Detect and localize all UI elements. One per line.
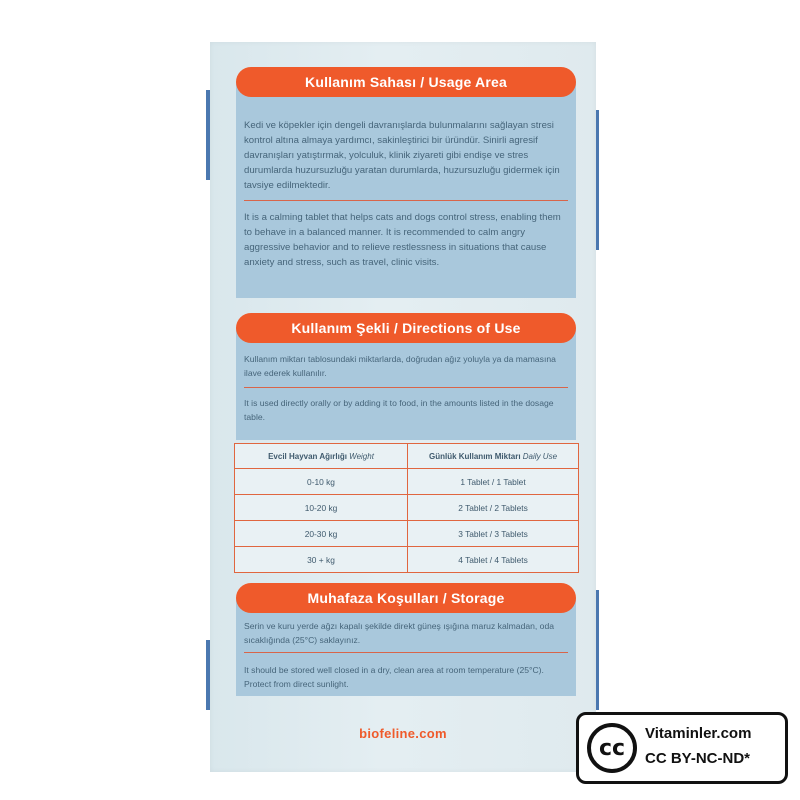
website-url: biofeline.com: [359, 726, 447, 741]
dosage-table: [234, 443, 579, 573]
box-edge-right-top: [596, 110, 599, 250]
weight-cell: 30 + kg: [235, 547, 408, 573]
dose-cell: 2 Tablet / 2 Tablets: [408, 495, 579, 521]
storage-text-tr: Serin ve kuru yerde ağzı kapalı şekilde direkt güneş ışığına maruz kalmadan, oda sıcaklığında (25°C) saklayınız.: [244, 621, 555, 645]
daily-use-column-header: Günlük Kullanım Miktarı Daily Use: [408, 444, 579, 469]
usage-divider: [244, 200, 568, 201]
license-watermark: [576, 712, 788, 784]
watermark-license: CC BY-NC-ND*: [645, 750, 750, 767]
weight-cell: 10-20 kg: [235, 495, 408, 521]
dose-cell: 1 Tablet / 1 Tablet: [408, 469, 579, 495]
table-row: [235, 495, 579, 521]
table-row: [235, 521, 579, 547]
table-row: [235, 469, 579, 495]
box-edge-left-top: [206, 90, 210, 180]
dosage-table-header-row: [235, 444, 579, 469]
directions-text-tr: Kullanım miktarı tablosundaki miktarlarda, doğrudan ağız yoluyla ya da mamasına ilave ederek kullanılır.: [244, 354, 556, 378]
directions-divider: [244, 387, 568, 388]
watermark-site: Vitaminler.com: [645, 725, 752, 742]
directions-title: Kullanım Şekli / Directions of Use: [236, 313, 576, 343]
usage-title: Kullanım Sahası / Usage Area: [236, 67, 576, 97]
weight-cell: 20-30 kg: [235, 521, 408, 547]
table-row: [235, 547, 579, 573]
weight-cell: 0-10 kg: [235, 469, 408, 495]
box-edge-left-bottom: [206, 640, 210, 710]
storage-divider: [244, 652, 568, 653]
dose-cell: 3 Tablet / 3 Tablets: [408, 521, 579, 547]
box-edge-right-bottom: [596, 590, 599, 710]
storage-title: Muhafaza Koşulları / Storage: [236, 583, 576, 613]
dose-cell: 4 Tablet / 4 Tablets: [408, 547, 579, 573]
weight-column-header: Evcil Hayvan Ağırlığı Weight: [235, 444, 408, 469]
storage-text-en: It should be stored well closed in a dry, clean area at room temperature (25°C). Protect from direct sunlight.: [244, 665, 544, 689]
usage-text-en: It is a calming tablet that helps cats and dogs control stress, enabling them to behave in a balanced manner. It is recommended to calm angry aggressive behavior and to relieve restlessness in situations that cause anxiety and stress, such as travel, clinic visits.: [244, 212, 561, 268]
directions-text-en: It is used directly orally or by adding it to food, in the amounts listed in the dosage table.: [244, 398, 554, 422]
usage-text-tr: Kedi ve köpekler için dengeli davranışlarda bulunmalarını sağlayan stresi kontrol altına almaya yardımcı, sakinleştirici bir üründür. Sinirli agresif davranışları yatıştırmak, yolculuk, klinik ziyareti gibi endişe ve stres durumlarda huzursuzluğu yaratan durumlarda, huzursuzluğu gidermek için tavsiye edilmektedir.: [244, 120, 560, 191]
creative-commons-icon: cc: [587, 723, 637, 773]
